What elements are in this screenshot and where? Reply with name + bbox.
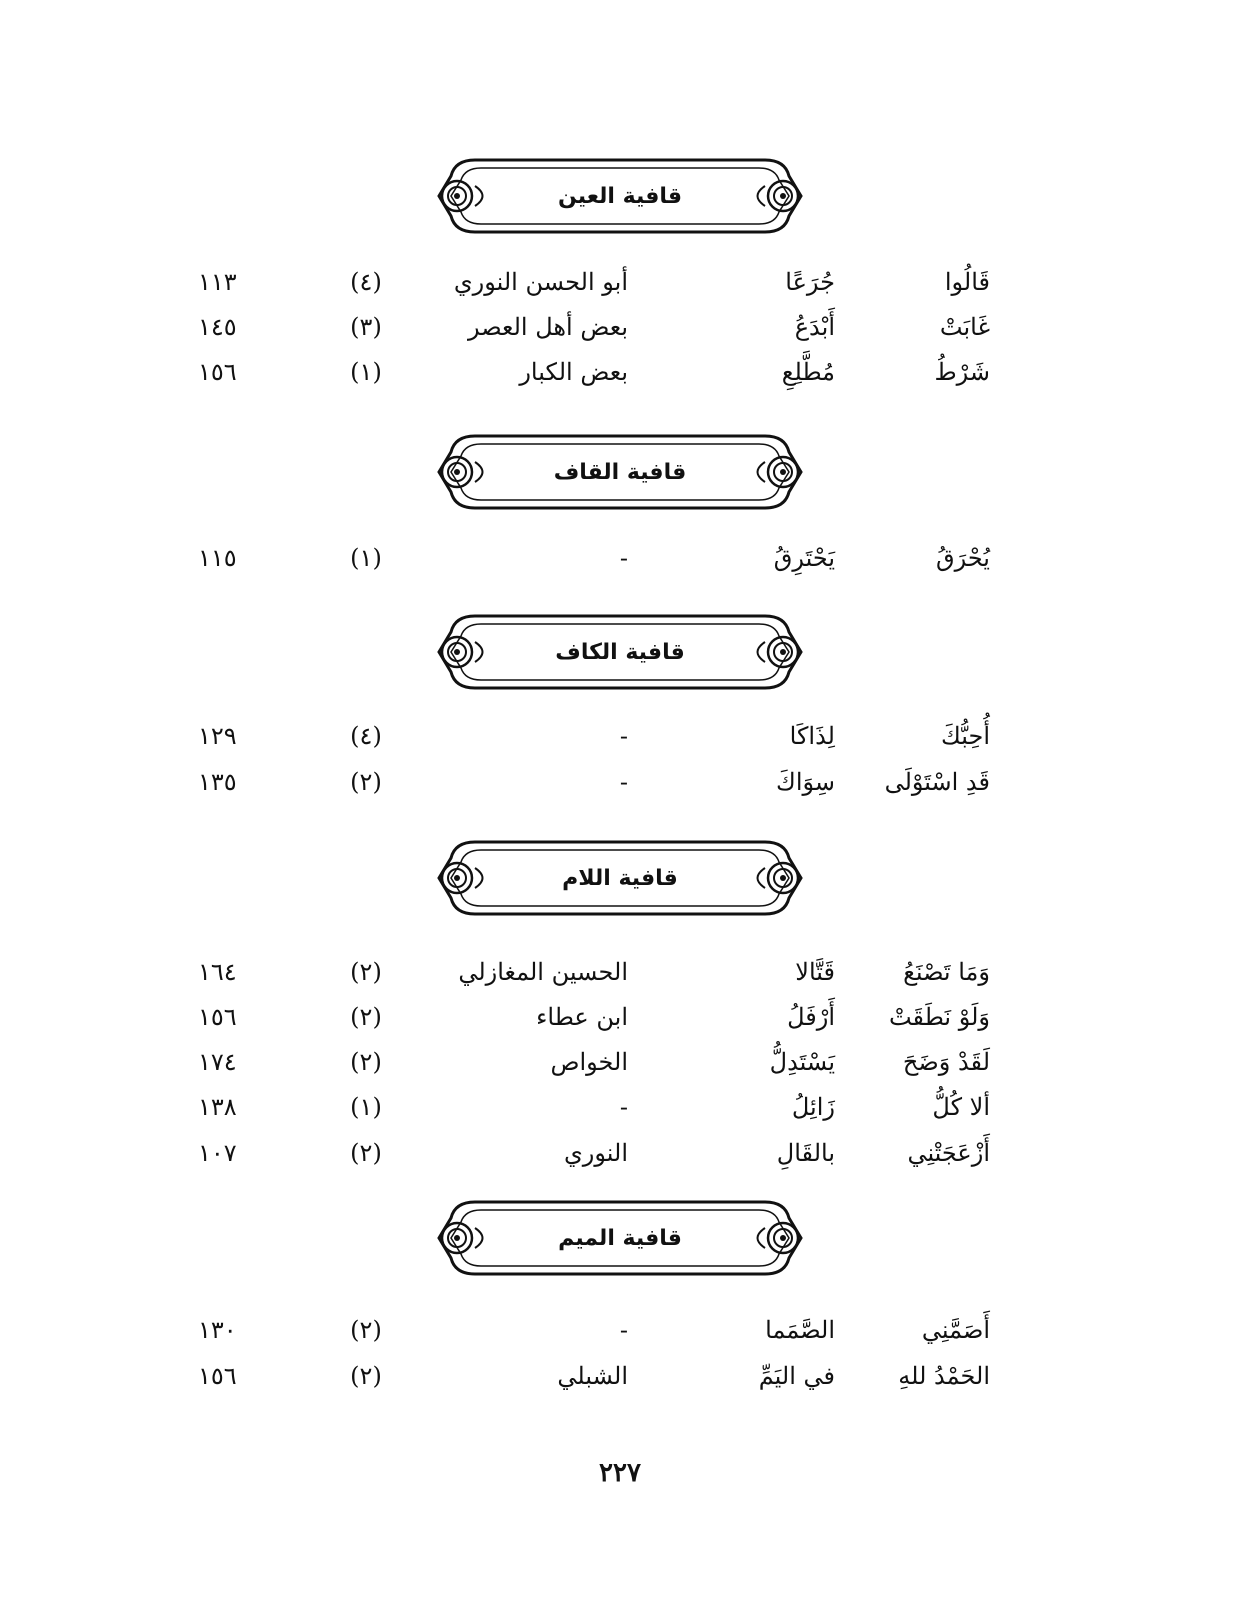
section-title: قافية اللام	[562, 865, 678, 891]
verse-count: (١)	[350, 544, 382, 572]
page-ref: ١٣٠	[198, 1316, 237, 1344]
page-ref: ١٥٦	[198, 1362, 237, 1390]
section-title: قافية الميم	[558, 1225, 682, 1251]
rhyme-end: أَرْفَلُ	[787, 1003, 835, 1031]
page-ref: ١٠٧	[198, 1139, 237, 1167]
page-ref: ١٣٨	[198, 1093, 237, 1121]
page-ref: ١٢٩	[198, 722, 237, 750]
poet-name: -	[619, 722, 628, 750]
table-row	[0, 762, 1240, 802]
verse-count: (٢)	[350, 768, 382, 796]
page-ref: ١٣٥	[198, 768, 237, 796]
verse-start: قَالُوا	[944, 268, 990, 296]
verse-start: أُحِبُّكَ	[941, 722, 990, 750]
rhyme-end: جُرَعًا	[785, 268, 835, 296]
verse-count: (١)	[350, 358, 382, 386]
table-row	[0, 1042, 1240, 1082]
verse-count: (٢)	[350, 1316, 382, 1344]
rhyme-end: أَبْدَعُ	[794, 313, 835, 341]
section-heading-frame	[435, 1198, 805, 1278]
rhyme-end: الصَّمَما	[765, 1316, 835, 1344]
table-row	[0, 1310, 1240, 1350]
rhyme-end: في اليَمِّ	[758, 1362, 835, 1390]
poet-name: بعض أهل العصر	[467, 313, 628, 341]
section-heading-frame	[435, 838, 805, 918]
verse-start: وَلَوْ نَطَقَتْ	[888, 1003, 990, 1031]
verse-start: الحَمْدُ للهِ	[898, 1362, 990, 1390]
rhyme-end: زَائِلُ	[791, 1093, 835, 1121]
poet-name: -	[619, 544, 628, 572]
poet-name: -	[619, 768, 628, 796]
section-title: قافية الكاف	[555, 639, 685, 665]
section-heading-frame	[435, 156, 805, 236]
poet-name: الشبلي	[557, 1362, 628, 1390]
page-ref: ١٥٦	[198, 1003, 237, 1031]
poet-name: الحسين المغازلي	[458, 958, 628, 986]
verse-start: قَدِ اسْتَوْلَى	[884, 768, 990, 796]
table-row	[0, 1356, 1240, 1396]
table-row	[0, 1133, 1240, 1173]
page-number: ٢٢٧	[599, 1458, 641, 1488]
rhyme-end: مُطَّلِعِ	[781, 358, 835, 386]
section-title: قافية القاف	[553, 459, 687, 485]
poet-name: النوري	[564, 1139, 628, 1167]
table-row	[0, 952, 1240, 992]
page-ref: ١١٥	[198, 544, 237, 572]
table-row	[0, 307, 1240, 347]
poet-name: أبو الحسن النوري	[453, 268, 628, 296]
poet-name: بعض الكبار	[519, 358, 628, 386]
verse-start: لَقَدْ وَضَحَ	[902, 1048, 990, 1076]
rhyme-end: يَحْتَرِقُ	[773, 544, 835, 572]
verse-count: (٢)	[350, 1003, 382, 1031]
verse-count: (٤)	[350, 268, 382, 296]
page-ref: ١١٣	[198, 268, 237, 296]
verse-start: غَابَتْ	[939, 313, 990, 341]
table-row	[0, 352, 1240, 392]
verse-count: (٢)	[350, 958, 382, 986]
section-title: قافية العين	[557, 183, 683, 209]
verse-start: أَصَمَّنِي	[921, 1316, 990, 1344]
rhyme-end: قَتَّالا	[795, 958, 835, 986]
verse-start: شَرْطُ	[934, 358, 990, 386]
poet-name: الخواص	[550, 1048, 628, 1076]
verse-start: وَمَا تَصْنَعُ	[903, 958, 990, 986]
page-ref: ١٥٦	[198, 358, 237, 386]
table-row	[0, 716, 1240, 756]
page-ref: ١٧٤	[198, 1048, 237, 1076]
table-row	[0, 538, 1240, 578]
poet-name: -	[619, 1093, 628, 1121]
verse-count: (١)	[350, 1093, 382, 1121]
verse-start: أَزْعَجَتْنِي	[907, 1139, 990, 1167]
verse-count: (٣)	[350, 313, 382, 341]
table-row	[0, 1087, 1240, 1127]
verse-count: (٤)	[350, 722, 382, 750]
verse-start: يُحْرَقُ	[935, 544, 990, 572]
verse-count: (٢)	[350, 1048, 382, 1076]
verse-start: ألا كُلُّ	[932, 1093, 990, 1121]
table-row	[0, 997, 1240, 1037]
verse-count: (٢)	[350, 1139, 382, 1167]
page-ref: ١٦٤	[198, 958, 237, 986]
poet-name: -	[619, 1316, 628, 1344]
rhyme-end: يَسْتَدِلُّ	[769, 1048, 835, 1076]
table-row	[0, 262, 1240, 302]
verse-count: (٢)	[350, 1362, 382, 1390]
rhyme-end: سِوَاكَ	[776, 768, 835, 796]
poet-name: ابن عطاء	[536, 1003, 628, 1031]
section-heading-frame	[435, 612, 805, 692]
section-heading-frame	[435, 432, 805, 512]
page-ref: ١٤٥	[198, 313, 237, 341]
rhyme-end: بالقَالِ	[776, 1139, 835, 1167]
rhyme-end: لِذَاكَا	[789, 722, 835, 750]
